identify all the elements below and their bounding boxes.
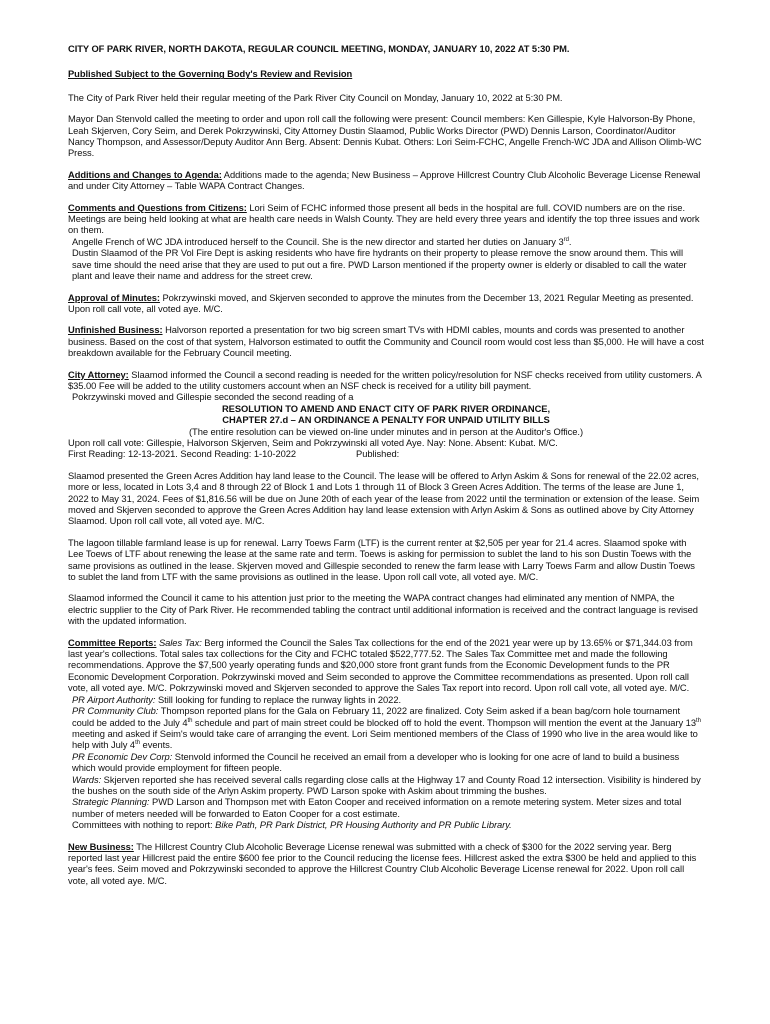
new-business-text: The Hillcrest Country Club Alcoholic Beverage License renewal was submitted with a check of $300 for the 2022 serving year. Berg reported last year Hillcrest paid the entire $600 fee prior to the Council reducing the license fees. Hillcrest asked the extra $300 be held and applied to this year's fees. Seim moved and Pokrzywinski seconded to approve the Hillcrest Country Club Alcoholic Beverage License renewal for 2022. Upon roll call vote, all voted aye. M/C.: [68, 841, 697, 886]
wapa-paragraph: Slaamod informed the Council it came to his attention just prior to the meeting the WAPA contract changes had eliminated any mention of NMPA, the electric supplier to the City of Park River. He recommended tabling the contract until additional information is received and the contract language is revised with the updated information.: [68, 593, 698, 627]
approval-heading: Approval of Minutes:: [68, 292, 160, 303]
reading-text: First Reading: 12-13-2021. Second Reading: 1-10-2022: [68, 449, 297, 460]
nothing-text: Committees with nothing to report:: [72, 820, 216, 831]
additions-heading: Additions and Changes to Agenda:: [68, 169, 222, 180]
airport-text: Still looking for funding to replace the runway lights in 2022.: [155, 694, 402, 705]
committee-section: [68, 638, 704, 832]
committee-sales: [68, 638, 693, 694]
comments-line-3: Dustin Slaamod of the PR Vol Fire Dept is asking residents who have fire hydrants on their property to please remove the snow around them. This will save time should the need arise that they are used to put out a fire. PWD Larson mentioned if the property owner is elderly or disabled to call the water plant and leave their name and address for the street crew.: [72, 248, 687, 282]
sales-label: Sales Tax:: [158, 637, 202, 648]
comments-line-1: [68, 203, 700, 236]
econ-text: Stenvold informed the Council he received an email from a developer who is looking for one acre of land to build a business which would provide employment for fifteen people.: [72, 751, 680, 774]
club-text-b: schedule and part of main street could be blocked off to hold the event. Thompson will mention the event at the January 13: [192, 717, 696, 728]
comments-text-2b: .: [568, 236, 572, 247]
comments-text-1: Lori Seim of FCHC informed those present all beds in the hospital are full. COVID numbers are on the rise. Meetings are being held looking at what are health care needs in Walsh County. They are held every three years and identify the top three issues and work on them.: [68, 202, 700, 236]
new-business-section: [68, 842, 704, 888]
committee-club: [68, 706, 704, 752]
committee-strategic: [68, 797, 704, 820]
hay-lease-paragraph: Slaamod presented the Green Acres Addition hay land lease to the Council. The lease will be offered to Arlyn Askim & Sons for renewal of the 22.02 acres, more or less, located in Lots 3,4 and 8 through 22 of Block 1 and Lots 1 through 11 of Block 3 Green Acres Addition. The terms of the lease are June 1, 2022 to May 31, 2024. Fees of $1,816.56 will be due on June 20th of each year of the lease from 2022 until the termination or extension of the lease. Seim moved and Skjerven seconded to approve the Green Acres Addition hay land lease extension with Arlyn Askim & Sons as outlined above by City Attorney Slaamod. Upon roll call vote, all voted aye. M/C.: [68, 470, 700, 527]
resolution-note: (The entire resolution can be viewed on-line under minutes and in person at the Auditor's Office.): [188, 426, 584, 437]
club-sup-2: th: [695, 717, 701, 724]
document-title: CITY OF PARK RIVER, NORTH DAKOTA, REGULAR COUNCIL MEETING, MONDAY, JANUARY 10, 2022 AT 5:30 PM.: [68, 44, 570, 54]
comments-heading: Comments and Questions from Citizens:: [68, 202, 247, 213]
approval-text: Pokrzywinski moved, and Skjerven seconded to approve the minutes from the December 13, 2021 Regular Meeting as presented. Upon roll call vote, all voted aye. M/C.: [68, 292, 694, 314]
attorney-heading: City Attorney:: [68, 369, 129, 380]
attorney-vote: Upon roll call vote: Gillespie, Halvorson Skjerven, Seim and Pokrzywinski all voted Aye. Nay: None. Absent: Kubat. M/C.: [68, 437, 558, 448]
attorney-text-2: Pokrzywinski moved and Gillespie seconded the second reading of a: [72, 392, 354, 403]
additions-section: [68, 170, 704, 193]
document-subtitle: Published Subject to the Governing Body's Review and Revision: [68, 69, 353, 80]
committee-nothing: [68, 820, 704, 831]
committee-wards: [68, 775, 704, 798]
unfinished-text: Halvorson reported a presentation for two big screen smart TVs with HDMI cables, mounts and cords was presented to another business. Based on the cost of that system, Halvorson estimated to outfit the Community and Council room would cost less than $5,000. He will have a cost breakdown available for the February Council meeting.: [68, 325, 704, 359]
attorney-line-1: [68, 370, 701, 391]
reading-dates: [68, 449, 704, 460]
club-sup-1: th: [187, 717, 193, 724]
resolution-line-2: CHAPTER 27.d – AN ORDINANCE A PENALTY FOR UNPAID UTILITY BILLS: [222, 415, 550, 426]
additions-text: Additions made to the agenda; New Business – Approve Hillcrest Country Club Alcoholic Beverage License Renewal and under City Attorney – Table WAPA Contract Changes.: [68, 169, 701, 192]
wards-text: Skjerven reported she has received several calls regarding close calls at the Highway 17 and County Road 12 intersection. Visibility is hindered by the bushes on the south side of the Arlyn Askim property. PWD Larson spoke with Askim about trimming the bushes.: [72, 774, 701, 796]
club-text-a: Thompson reported plans for the Gala on February 11, 2022 are finalized. Coty Seim asked if a bean bag/corn hole tournament could be added to the July 4: [72, 706, 681, 728]
club-label: PR Community Club:: [72, 706, 159, 717]
airport-label: PR Airport Authority:: [72, 694, 156, 705]
comments-section: [68, 203, 704, 283]
committee-airport: [68, 695, 704, 706]
intro-paragraph: The City of Park River held their regular meeting of the Park River City Council on Monday, January 10, 2022 at 5:30 PM.: [68, 92, 563, 103]
new-business-heading: New Business:: [68, 841, 134, 852]
club-sup-3: th: [135, 740, 140, 747]
attorney-text-1: Slaamod informed the Council a second reading is needed for the written policy/resolution for NSF checks received from utility customers. A $35.00 Fee will be added to the utility customers account when an NSF check is received for a utility bill payment.: [68, 369, 702, 391]
club-text-c: meeting and asked if Seim's would take care of arranging the event. Lori Seim mentioned members of the Class of 1990 who live in the area would like to help with July 4: [72, 728, 698, 751]
strategic-label: Strategic Planning:: [72, 797, 150, 808]
approval-section: [68, 293, 704, 316]
club-text-d: events.: [140, 740, 173, 751]
comments-line-2: [68, 237, 704, 248]
lagoon-lease-paragraph: The lagoon tillable farmland lease is up for renewal. Larry Toews Farm (LTF) is the current renter at $2,505 per year for 21.4 acres. Slaamod spoke with Lee Toews of LTF about renewing the lease at the same rate and term. Toews is asking for permission to sublet the land to his son Dustin Toews with the same provisions as outlined in the lease. Skjerven moved and Gillespie seconded to renew the farm lease with Larry Toews Farm and allow Dustin Toews to sublet the land from LTF with the same provisions as outlined in the lease. Upon roll call vote, all voted aye. M/C.: [68, 537, 695, 583]
attorney-section: [68, 370, 704, 461]
unfinished-section: [68, 325, 704, 359]
strategic-text: PWD Larson and Thompson met with Eaton Cooper and received information on a remote metering system. Meter sizes and total number of meters needed will be forwarded to Eaton Cooper for a cost estimate.: [72, 797, 682, 819]
comments-text-2a: Angelle French of WC JDA introduced herself to the Council. She is the new director and started her duties on January 3: [72, 236, 564, 247]
wards-label: Wards:: [72, 774, 102, 785]
nothing-list: Bike Path, PR Park District, PR Housing Authority and PR Public Library.: [215, 820, 512, 831]
sales-text: Berg informed the Council the Sales Tax collections for the end of the 2021 year were up by 13.65% or $71,344.03 from last year's collections. Total sales tax collections for the City and FCHC totaled $522,777.52. The Sales Tax Committee met and made the following recommendations. Approve the $7,500 yearly operating funds and $20,000 store front grant funds from the Economic Development funds to the PR Economic Development Corporation. Pokrzywinski moved and Seim seconded to approve the Committee recommendations as presented. Upon roll call vote, all voted aye. M/C. Pokrzywinski moved and Skjerven seconded to approve the Sales Tax report into record. Upon roll call vote, all voted aye. M/C.: [68, 637, 693, 694]
published-label: Published:: [356, 449, 400, 460]
roll-call-paragraph: Mayor Dan Stenvold called the meeting to order and upon roll call the following were present: Council members: Ken Gillespie, Kyle Halvorson-By Phone, Leah Skjerven, Cory Seim, and Derek Pokrzywinski, City Attorney Dustin Slaamod, Public Works Director (PWD) Dennis Larson, Coordinator/Auditor Nancy Thompson, and Assessor/Deputy Auditor Ann Berg. Absent: Dennis Kubat. Others: Lori Seim-FCHC, Angelle French-WC JDA and Allison Olimb-WC Press.: [68, 114, 702, 159]
resolution-line-1: RESOLUTION TO AMEND AND ENACT CITY OF PARK RIVER ORDINANCE,: [221, 403, 551, 414]
comments-text-2-sup: rd: [563, 236, 569, 243]
econ-label: PR Economic Dev Corp:: [72, 751, 173, 762]
committee-heading: Committee Reports:: [68, 637, 157, 648]
unfinished-heading: Unfinished Business:: [68, 325, 163, 336]
committee-econ: [68, 752, 704, 775]
